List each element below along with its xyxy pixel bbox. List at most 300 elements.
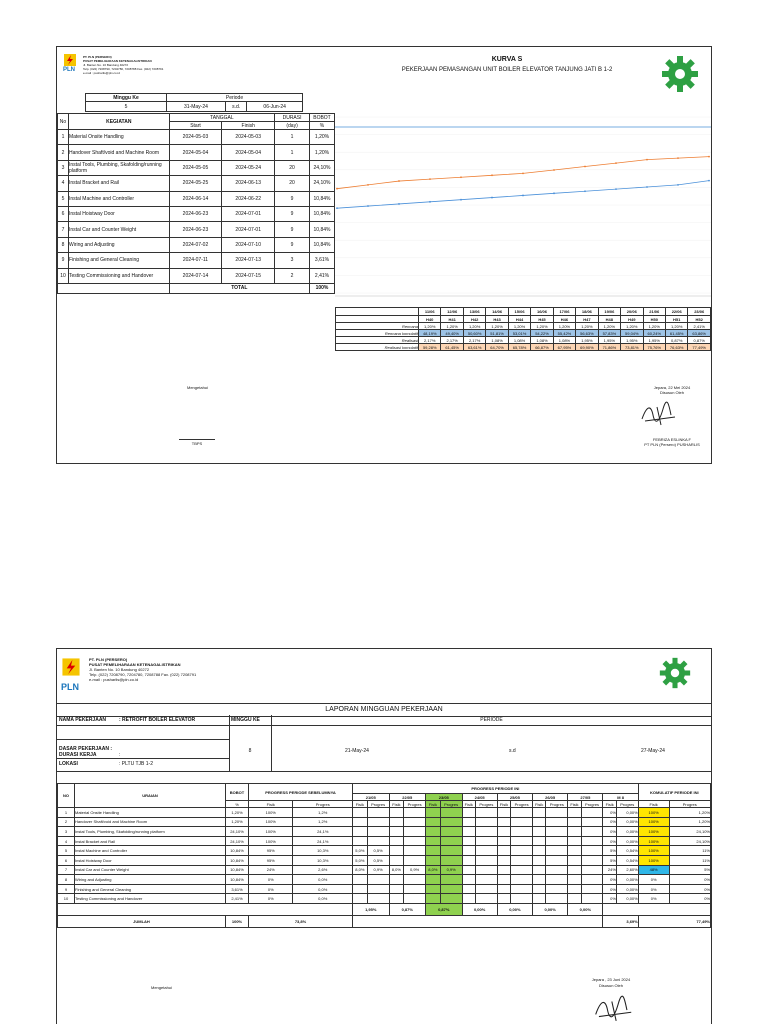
realisasi-komulatif-point [553,169,555,171]
activity-weight: 10,84% [310,206,335,221]
company-unit-2: PUSAT PEMELIHARAAN KETENAGALISTRIKAN [89,662,181,667]
col-fisik: Fisik [389,801,404,808]
cum-progres: 24,10% [669,836,710,846]
week-label: Minggu Ke [86,94,167,102]
rencana-komulatif-point [522,195,524,197]
day-progres [546,808,568,818]
day-progres [475,808,497,818]
day-total: 0,00% [497,903,532,915]
task-weight: 10,84% [226,865,249,875]
activity-finish: 2024-07-10 [222,237,275,252]
location-label: LOKASI [59,761,78,767]
activity-weight: 3,61% [310,253,335,268]
progress-value: 77,49% [688,344,711,351]
progress-row [336,323,711,330]
task-weight: 10,84% [226,846,249,856]
col-progres: Progres [293,801,353,808]
week-progres: 0,00% [616,884,638,894]
col-fisik: Fisik [249,801,293,808]
week-code: H48 [598,316,620,323]
day-fisik [462,865,475,875]
task-name: Instal Hoistway Door [75,855,226,865]
company-name: PT. PLN (PERSERO) [83,55,112,59]
sum-prev: 73,8% [249,915,353,927]
day-total: 0,00% [533,903,568,915]
week-date: 15/06 [508,308,530,316]
prev-progres: 0,0% [293,894,353,904]
day-progres [475,836,497,846]
task-no: 9 [58,884,75,894]
day-progres [440,817,462,827]
day-progres: 0,9% [367,865,389,875]
company-name-2: PT. PLN (PERSERO) [89,657,128,662]
day-progres [581,875,603,885]
day-progres [440,836,462,846]
progress-value: 60,24% [643,330,665,337]
progress-value: 59,04% [621,330,643,337]
day-fisik [497,808,510,818]
day-fisik [426,894,441,904]
task-no: 7 [58,865,75,875]
task-no: 3 [58,827,75,837]
day-fisik [352,875,367,885]
day-progres [511,855,533,865]
day-fisik [497,817,510,827]
week-header-blank [336,308,419,316]
day-fisik [426,836,441,846]
prev-fisik: 100% [249,836,293,846]
place-date: Jepara, 22 Mei 2024 [653,385,691,390]
approver-label: Mengetahui [187,385,208,390]
activity-name: Instal Car and Counter Weight [68,222,169,237]
week-date: 18/06 [576,308,598,316]
day-fisik [462,846,475,856]
day-progres [404,827,426,837]
day-fisik [352,894,367,904]
realisasi-komulatif-point [398,180,400,182]
day-progres [546,855,568,865]
cum-fisik: 100% [638,855,669,865]
day-fisik [352,827,367,837]
activity-duration: 20 [275,160,310,175]
progress-value: 1,95% [621,337,643,344]
progress-value: 2,17% [419,337,441,344]
realisasi-komulatif-point [460,176,462,178]
progress-value: 1,20% [441,323,463,330]
task-weight: 24,10% [226,827,249,837]
day-total: 0,00% [568,903,603,915]
realisasi-komulatif-point [336,188,338,190]
activity-row [58,130,335,145]
realisasi-komulatif-point [677,157,679,159]
activity-duration: 1 [275,145,310,160]
week-date: 22/06 [665,308,687,316]
sum-cum: 77,49% [638,915,710,927]
cum-progres: 24,10% [669,827,710,837]
day-fisik [389,875,404,885]
page-subtitle: PEKERJAAN PEMASANGAN UNIT BOILER ELEVATOR TANJUNG JATI B 1-2 [401,67,613,73]
task-row [58,808,711,818]
day-progres [546,817,568,827]
day-fisik [497,855,510,865]
company-phone: Telp. (022) 7208790, 7204780, 7208788 Fax. (022) 7208791 [83,67,164,71]
day-progres [511,827,533,837]
col-current-progress: PROGRESS PERIODE INI [352,784,638,794]
day-fisik [533,884,546,894]
prev-progres: 10,3% [293,846,353,856]
activity-finish: 2024-06-22 [222,191,275,206]
week-code: H45 [531,316,553,323]
day-progres [511,817,533,827]
day-progres [475,884,497,894]
day-fisik [389,836,404,846]
activity-row [58,176,335,191]
progress-value: 71,86% [598,344,620,351]
bobot-unit: % [226,801,249,808]
progress-value: 1,20% [531,323,553,330]
week-code: H40 [419,316,441,323]
period-end: 06-Jun-24 [247,102,303,112]
day-progres [511,884,533,894]
day-header: 23/05 [426,794,463,801]
company-unit: PUSAT PEMELIHARAAN KETENAGALISTRIKAN [83,59,152,63]
day-progres [367,817,389,827]
realisasi-komulatif-point [584,166,586,168]
day-fisik [462,827,475,837]
cum-fisik: 0% [638,884,669,894]
day-progres [367,875,389,885]
week-fisik: 5% [603,855,616,865]
activity-no: 5 [58,191,69,206]
prev-progres: 24,1% [293,836,353,846]
activity-start: 2024-06-14 [169,191,222,206]
task-row [58,846,711,856]
activity-duration: 2 [275,268,310,283]
activity-no: 3 [58,160,69,175]
day-fisik [462,808,475,818]
prev-progres: 1,2% [293,817,353,827]
cum-fisik: 48% [638,865,669,875]
day-fisik [533,817,546,827]
progress-table [57,783,711,928]
day-fisik [352,808,367,818]
col-finish: Finish [222,122,275,130]
progress-value: 2,17% [463,337,485,344]
place-date-2: Jepara , 23 Juni 2024 [591,977,631,982]
day-progres [581,884,603,894]
day-fisik [389,846,404,856]
duration-label: DURASI KERJA [59,752,97,758]
day-fisik [497,865,510,875]
day-progres [511,846,533,856]
day-fisik [426,827,441,837]
day-fisik [568,846,581,856]
activity-name: Instal Tools, Plumbing, Skafolding/running platform [68,160,169,175]
day-fisik [462,836,475,846]
col-progres: Progres [404,801,426,808]
week-total-header: M 8 [603,794,638,801]
week-progres: 2,60% [616,865,638,875]
task-name: Instal Car and Counter Weight [75,865,226,875]
pln-lightning-icon [61,657,81,677]
activity-weight: 2,41% [310,268,335,283]
prev-fisik: 24% [249,865,293,875]
activity-weight: 1,20% [310,145,335,160]
progress-value: 53,01% [508,330,530,337]
week-fisik: 0% [603,894,616,904]
day-progres [475,875,497,885]
day-progres [546,836,568,846]
activity-start: 2024-07-02 [169,237,222,252]
prev-fisik: 100% [249,817,293,827]
company-address: Jl. Banten No. 10 Bandung 40272 [83,63,129,67]
progress-value: 48,19% [419,330,441,337]
prev-fisik: 100% [249,808,293,818]
progress-value: 2,41% [688,323,711,330]
day-total: 0,87% [426,903,463,915]
task-no: 1 [58,808,75,818]
realisasi-komulatif-point [367,184,369,186]
progress-value: 1,20% [486,323,508,330]
task-name: Instal Machine and Controller [75,846,226,856]
col-uraian: URAIAN [75,784,226,808]
realisasi-komulatif-point [491,174,493,176]
progress-value: 69,90% [576,344,598,351]
col-bobot-unit: % [310,122,335,130]
prev-fisik: 0% [249,875,293,885]
activity-no: 8 [58,237,69,252]
day-fisik [533,865,546,875]
activity-row [58,253,335,268]
day-progres [581,865,603,875]
week-date: 16/06 [531,308,553,316]
week-fisik: 24% [603,865,616,875]
progress-value: 54,22% [531,330,553,337]
progress-row [336,337,711,344]
prev-progres: 0,0% [293,884,353,894]
cum-progres: 0% [669,894,710,904]
realisasi-komulatif-point [615,162,617,164]
progress-value: 0,87% [688,337,711,344]
report-title: LAPORAN MINGGUAN PEKERJAAN [325,706,443,713]
week-fisik: 0% [603,808,616,818]
day-fisik [352,817,367,827]
day-progres: 0,5% [367,855,389,865]
day-fisik: 8,0% [352,865,367,875]
activity-name: Instal Bracket and Rail [68,176,169,191]
week-header-blank [336,316,419,323]
activity-start: 2024-05-03 [169,130,222,145]
rencana-komulatif-point [553,192,555,194]
task-row [58,894,711,904]
cum-progres: 0% [669,875,710,885]
day-progres [440,894,462,904]
task-name: Wiring and Adjusting [75,875,226,885]
progress-value: 1,08% [508,337,530,344]
task-name: Handover Shaft/void and Machine Room [75,817,226,827]
day-fisik [568,875,581,885]
rencana-komulatif-point [336,207,338,209]
col-fisik: Fisik [533,801,546,808]
activity-row [58,268,335,283]
activity-duration: 9 [275,191,310,206]
week-progres: 0,54% [616,855,638,865]
day-progres [475,865,497,875]
task-no: 2 [58,817,75,827]
week-fisik: 5% [603,846,616,856]
day-total: 1,95% [352,903,389,915]
day-progres [475,894,497,904]
activity-name: Handover Shaft/void and Machine Room [68,145,169,160]
activity-row [58,237,335,252]
week-value-2: 8 [248,748,252,754]
week-date: 11/06 [419,308,441,316]
prev-fisik: 0% [249,884,293,894]
day-fisik [389,827,404,837]
activity-finish: 2024-07-01 [222,222,275,237]
day-fisik [568,884,581,894]
activity-row [58,222,335,237]
col-start: Start [169,122,222,130]
activity-duration: 9 [275,222,310,237]
task-row [58,827,711,837]
progress-value: 63,86% [688,330,711,337]
progress-value: 1,20% [419,323,441,330]
day-fisik [426,817,441,827]
activity-no: 6 [58,206,69,221]
pln-logo-2 [61,657,83,692]
sum-weight: 100% [226,915,249,927]
totals-blank [58,903,353,915]
prev-progres: 2,6% [293,865,353,875]
day-fisik [389,884,404,894]
activity-table [57,113,335,294]
approver-signature-line [179,439,215,440]
total-blank [58,283,170,293]
task-name: Instal Bracket and Rail [75,836,226,846]
week-value: 5 [86,102,167,112]
task-name: Material Onsite Handling [75,808,226,818]
activity-finish: 2024-05-24 [222,160,275,175]
task-no: 5 [58,846,75,856]
col-progres: Progres [669,801,710,808]
approver-label-2: Mengetahui [151,985,172,990]
col-bobot: BOBOT [310,114,335,122]
period-sd-2: s.d [509,748,516,754]
company-email: e-mail : pusharlis@pln.co.id [83,71,120,75]
col-durasi-unit: (day) [275,122,310,130]
col-progres: Progres [511,801,533,808]
prev-progres: 24,1% [293,827,353,837]
day-header: 24/05 [462,794,497,801]
progress-value: 75,76% [643,344,665,351]
progress-value: 1,20% [665,323,687,330]
activity-no: 1 [58,130,69,145]
activity-weight: 24,10% [310,176,335,191]
progress-value: 66,87% [531,344,553,351]
activity-start: 2024-07-14 [169,268,222,283]
activity-name: Wiring and Adjusting [68,237,169,252]
day-fisik [497,836,510,846]
col-progres: Progres [546,801,568,808]
day-fisik [426,808,441,818]
week-progres: 0,00% [616,827,638,837]
activity-start: 2024-06-23 [169,206,222,221]
signature-icon-2 [591,995,637,1023]
progress-value: 1,20% [598,323,620,330]
progress-value: 76,63% [665,344,687,351]
day-progres [511,865,533,875]
day-progres [546,865,568,875]
preparer-name: FEBRIZA ESLINKA F [652,437,691,442]
cum-progres: 0% [669,884,710,894]
day-progres [475,855,497,865]
progress-value: 0,87% [665,337,687,344]
cum-progres: 5% [669,865,710,875]
day-progres [546,884,568,894]
day-fisik [533,827,546,837]
col-cumulative: KOMULATIF PERIODE INI [638,784,710,801]
day-fisik [533,875,546,885]
sum-blank [352,915,602,927]
week-date: 20/06 [621,308,643,316]
task-name: Testing Commissioning and Handover [75,894,226,904]
day-fisik [497,894,510,904]
day-fisik [497,827,510,837]
day-progres [404,884,426,894]
week-date: 19/06 [598,308,620,316]
col-fisik: Fisik [462,801,475,808]
week-progres: 0,00% [616,894,638,904]
period-start-2: 21-May-24 [345,748,369,754]
company-phone-2: Telp. (022) 7208790, 7204780, 7208788 Fax. (022) 7208791 [89,672,197,677]
day-progres [511,894,533,904]
day-progres [404,846,426,856]
col-fisik: Fisik [497,801,510,808]
company-email-2: e-mail : pusharlis@pln.co.id [89,677,139,682]
task-no: 10 [58,894,75,904]
col-no: No [58,114,69,130]
period-label: Periode [167,94,303,102]
period-sd: s.d. [225,102,246,112]
task-weight: 3,61% [226,884,249,894]
prepared-by-label-2: Disusun Oleh [598,983,623,988]
task-weight: 2,41% [226,894,249,904]
week-progres: 0,00% [616,808,638,818]
progress-value: 1,20% [508,323,530,330]
col-progres: Progres [616,801,638,808]
col-progres: Progres [440,801,462,808]
page-title: KURVA S [491,56,523,63]
kurva-s-sheet [56,46,712,464]
week-fisik: 0% [603,827,616,837]
progress-value: 2,17% [441,337,463,344]
activity-finish: 2024-07-01 [222,206,275,221]
cum-fisik: 100% [638,827,669,837]
week-code: H42 [463,316,485,323]
gear-icon-2 [659,657,691,689]
week-code: H46 [553,316,575,323]
task-name: Instal Tools, Plumbing, Skafolding/running platform [75,827,226,837]
day-progres [511,808,533,818]
activity-no: 4 [58,176,69,191]
progress-value: 1,95% [643,337,665,344]
rencana-komulatif-point [708,180,710,182]
day-progres [546,894,568,904]
week-fisik: 0% [603,836,616,846]
day-progres: 0,9% [440,865,462,875]
activity-duration: 1 [275,130,310,145]
